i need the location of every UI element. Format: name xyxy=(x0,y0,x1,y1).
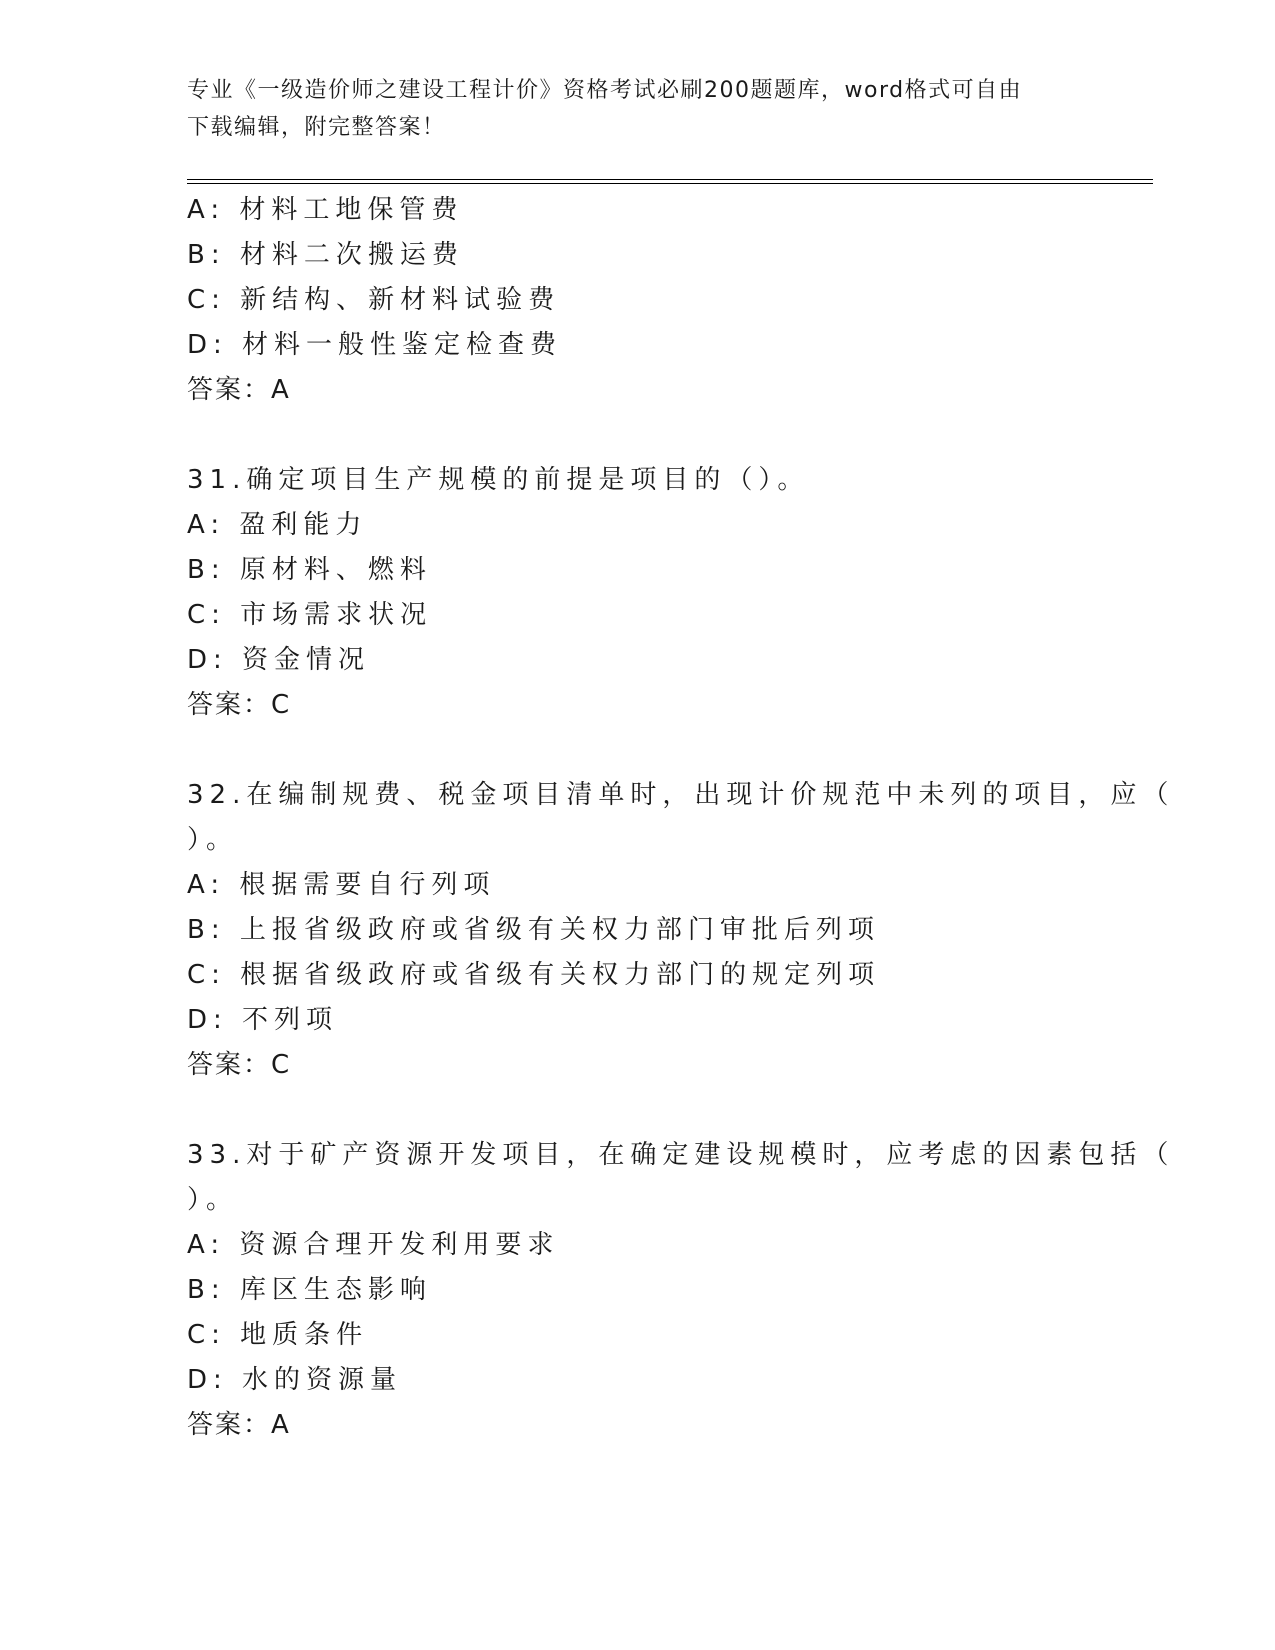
option-a: A: 根据需要自行列项 xyxy=(187,870,496,900)
answer: 答案：A xyxy=(187,375,291,405)
header-line-2: 下载编辑，附完整答案！ xyxy=(187,115,446,140)
answer: 答案：C xyxy=(187,690,292,720)
answer: 答案：A xyxy=(187,1410,291,1440)
option-a: A: 盈利能力 xyxy=(187,510,368,540)
header-line-1: 专业《一级造价师之建设工程计价》资格考试必刷200题题库，word格式可自由 xyxy=(187,78,1023,103)
option-c: C: 地质条件 xyxy=(187,1320,369,1350)
option-c: C: 市场需求状况 xyxy=(187,600,433,630)
answer: 答案：C xyxy=(187,1050,292,1080)
option-b: B: 库区生态影响 xyxy=(187,1275,432,1305)
option-b: B: 材料二次搬运费 xyxy=(187,240,464,270)
option-b: B: 原材料、燃料 xyxy=(187,555,432,585)
document-header xyxy=(187,72,1087,146)
option-b: B: 上报省级政府或省级有关权力部门审批后列项 xyxy=(187,915,880,945)
option-c: C: 根据省级政府或省级有关权力部门的规定列项 xyxy=(187,960,881,990)
option-a: A: 材料工地保管费 xyxy=(187,195,464,225)
question-stem-cont: ）。 xyxy=(187,1185,239,1215)
header-divider-top xyxy=(187,179,1153,180)
header-divider-bottom xyxy=(187,183,1153,184)
question-stem-cont: ）。 xyxy=(187,825,239,855)
option-c: C: 新结构、新材料试验费 xyxy=(187,285,561,315)
option-d: D: 资金情况 xyxy=(187,645,371,675)
option-d: D: 水的资源量 xyxy=(187,1365,403,1395)
option-d: D: 材料一般性鉴定检查费 xyxy=(187,330,563,360)
question-stem: 32.在编制规费、税金项目清单时，出现计价规范中未列的项目，应（ xyxy=(187,780,1175,810)
question-stem: 31.确定项目生产规模的前提是项目的（）。 xyxy=(187,465,810,495)
option-d: D: 不列项 xyxy=(187,1005,339,1035)
question-stem: 33.对于矿产资源开发项目，在确定建设规模时，应考虑的因素包括（ xyxy=(187,1140,1175,1170)
option-a: A: 资源合理开发利用要求 xyxy=(187,1230,560,1260)
